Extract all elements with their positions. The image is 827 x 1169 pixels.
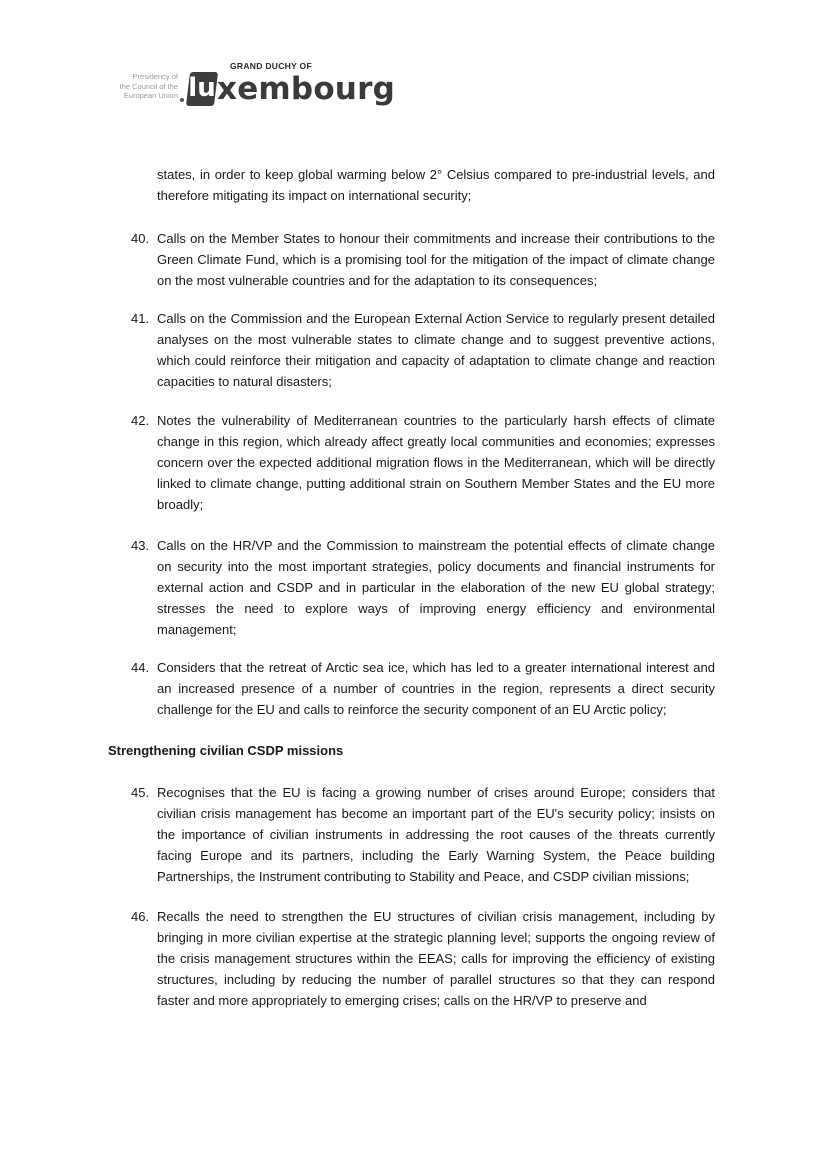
presidency-label [88, 72, 178, 101]
paragraph-42 [131, 410, 715, 515]
paragraph-number: 44. [131, 660, 150, 675]
paragraph-number: 40. [131, 231, 150, 246]
section-heading: Strengthening civilian CSDP missions [108, 743, 344, 758]
logo-lu: lu [188, 73, 216, 103]
paragraph-text: Considers that the retreat of Arctic sea ice, which has led to a greater international interest and an increased presence of a number of countries in the region, represents a direct security challenge for the EU and calls to reinforce the security component of an EU Arctic policy; [157, 660, 715, 717]
paragraph-43 [131, 535, 715, 640]
paragraph-text: Notes the vulnerability of Mediterranean countries to the particularly harsh effects of climate change in this region, which already affect greatly local communities and economies; expresses concern over the expected additional migration flows in the Mediterranean, which will be directly linked to climate change, putting additional strain on Southern Member States and the EU more broadly; [157, 413, 715, 512]
paragraph-45 [131, 782, 715, 887]
presidency-line: European Union [123, 91, 178, 100]
paragraph-text: Recalls the need to strengthen the EU structures of civilian crisis management, including by bringing in more civilian expertise at the strategic planning level; supports the ongoing review of the crisis management structures within the EEAS; calls for improving the efficiency of existing structures, including by reducing the number of parallel structures so that they can respond faster and more appropriately to emerging crises; calls on the HR/VP to preserve and [157, 909, 715, 1008]
paragraph-text: Calls on the Member States to honour their commitments and increase their contributions to the Green Climate Fund, which is a promising tool for the mitigation of the impact of climate change on the most vulnerable countries and for the adaptation to its consequences; [157, 231, 715, 288]
paragraph-41 [131, 308, 715, 392]
presidency-line: Presidency of [132, 72, 178, 81]
continuation-paragraph: states, in order to keep global warming below 2° Celsius compared to pre-industrial levels, and therefore mitigating its impact on international security; [157, 167, 715, 203]
paragraph-text: Recognises that the EU is facing a growing number of crises around Europe; considers that civilian crisis management has become an important part of the EU's security policy; insists on the importance of civilian instruments in addressing the root causes of the threats currently facing Europe and its partners, including the Early Warning System, the Peace building Partnerships, the Instrument contributing to Stability and Peace, and CSDP civilian missions; [157, 785, 715, 884]
paragraph-number: 41. [131, 311, 150, 326]
presidency-line: the Council of the [119, 81, 178, 91]
logo-dot [180, 98, 184, 102]
paragraph-44 [131, 657, 715, 720]
paragraph-number: 46. [131, 909, 150, 924]
paragraph-number: 42. [131, 413, 150, 428]
paragraph-number: 43. [131, 538, 150, 553]
paragraph-text: Calls on the Commission and the European External Action Service to regularly present detailed analyses on the most vulnerable states to climate change and to suggest preventive actions, which could reinforce their mitigation and capacity of adaptation to climate change and reaction capacities to natural disasters; [157, 311, 715, 389]
presidency-logo [88, 60, 395, 112]
grand-duchy-label: GRAND DUCHY OF [230, 61, 312, 71]
paragraph-46 [131, 906, 715, 1011]
logo-xembourg: xembourg [217, 71, 395, 107]
paragraph-40 [131, 228, 715, 291]
paragraph-number: 45. [131, 785, 150, 800]
paragraph-text: Calls on the HR/VP and the Commission to mainstream the potential effects of climate change on security into the most important strategies, policy documents and financial instruments for external action and CSDP and in particular in the elaboration of the new EU global strategy; stresses the need to explore ways of improving energy efficiency and environmental management; [157, 538, 715, 637]
